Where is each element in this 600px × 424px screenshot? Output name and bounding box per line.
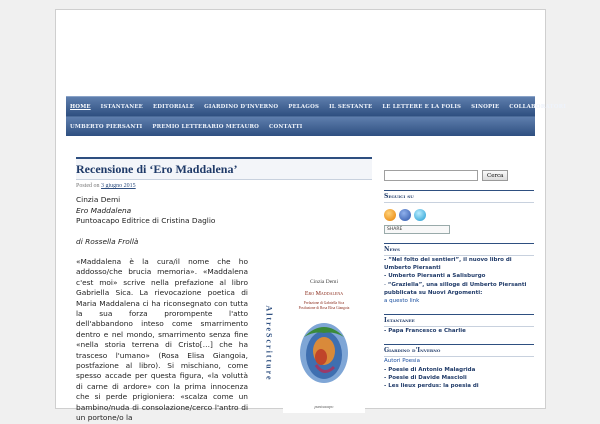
giardino-item[interactable]: - Poesie di Antonio Malagrida — [384, 366, 476, 373]
giardino-sub[interactable]: Autori Poesia — [384, 358, 420, 365]
page-frame — [55, 9, 567, 423]
twitter-icon[interactable] — [414, 209, 426, 221]
sidebar — [384, 157, 534, 390]
news-item[interactable]: - “Nel folto dei sentieri”, il nuovo libro di Umberto Piersanti — [384, 257, 512, 272]
book-image — [261, 275, 369, 415]
nav-giardino[interactable]: GIARDINO D'INVERNO — [204, 103, 279, 110]
book-cover — [283, 275, 365, 413]
search-input[interactable] — [384, 170, 478, 181]
nav-home[interactable]: HOME — [70, 103, 91, 110]
nav-sestante[interactable]: IL SESTANTE — [329, 103, 373, 110]
cover-preface: Prefazione di Gabriella Sica — [303, 301, 345, 305]
cover-author: Cinzia Demi — [310, 279, 338, 285]
share-button[interactable]: SHARE — [384, 225, 450, 234]
rss-icon[interactable] — [384, 209, 396, 221]
nav-pelagos[interactable]: PELAGOS — [288, 103, 320, 110]
giardino-item[interactable]: - Les lieux perdus: la poesia di — [384, 383, 479, 390]
social-icons — [384, 209, 534, 221]
post-date-link[interactable]: 3 giugno 2015 — [101, 183, 136, 189]
book-spine: AltreScritture — [264, 304, 274, 382]
news-link[interactable]: a questo link — [384, 298, 420, 305]
nav-contatti[interactable]: CONTATTI — [269, 123, 303, 130]
secondary-nav — [66, 116, 535, 136]
book-title: Ero Maddalena — [76, 205, 132, 215]
search-button[interactable]: Cerca — [482, 170, 508, 181]
news-heading: News — [384, 243, 534, 256]
nav-sinopie[interactable]: SINOPIE — [471, 103, 500, 110]
cover-artwork — [294, 315, 354, 385]
istantanee-heading: Istantanee — [384, 314, 534, 327]
post-meta — [76, 183, 372, 189]
nav-collaboratori[interactable]: COLLABORATORI — [509, 103, 567, 110]
review-body: «Maddalena è la cura/il nome che ho addosso/che brucia memoria». «Maddalena c'est moi» scrive nella prefazione al libro Gabriella Sica. La rievocazione poetica di Maria Maddalena ci ha riconsegnato con tutta la sua forza prorompente l'atto dell'abbandono inteso come smarrimento dentro e nel mondo, smarrimento senza fine «nella storia terrena di Cristo[…] che ha trasceso l'umano» (Rosa Elisa Giangoia, postfazione al libro). Si mischiano, come spesso accade per questa figura, «la voluttà di carne di ardore» con la prima innocenza che si perde prigioniera: «scalza come un bambino/nuda di consolazione/cerco l'antro di un portone/o la — [76, 257, 248, 423]
news-item: - “Graziella”, una silloge di Umberto Piersanti pubblicata su Nuovi Argomenti: a questo link — [384, 281, 527, 305]
cover-publisher: puntoacapo — [314, 404, 334, 409]
main-content — [76, 157, 372, 423]
nav-piersanti[interactable]: UMBERTO PIERSANTI — [70, 123, 143, 130]
nav-editoriale[interactable]: EDITORIALE — [152, 103, 195, 110]
book-author: Cinzia Demi — [76, 195, 121, 204]
facebook-icon[interactable] — [399, 209, 411, 221]
nav-premio[interactable]: PREMIO LETTERARIO METAURO — [152, 123, 260, 130]
search-form — [384, 170, 534, 181]
main-nav — [66, 96, 567, 116]
giardino-heading: Giardino d'Inverno — [384, 344, 534, 357]
giardino-item[interactable]: - Poesie di Davide Mascioli — [384, 374, 467, 381]
book-publisher: Puntoacapo Editrice di Cristina Daglio — [76, 216, 216, 225]
nav-lettere[interactable]: LE LETTERE E LA FOLIS — [382, 103, 462, 110]
posted-on-label: Posted on — [76, 183, 100, 189]
istantanee-item[interactable]: - Papa Francesco e Charlie — [384, 328, 466, 335]
news-item[interactable]: - Umberto Piersanti a Salisburgo — [384, 273, 486, 280]
cover-postface: Postfazione di Rosa Elisa Giangoia — [298, 306, 350, 310]
review-byline: di Rossella Frollà — [76, 236, 139, 246]
nav-istantanee[interactable]: ISTANTANEE — [100, 103, 143, 110]
cover-title: Ero Maddalena — [304, 291, 344, 297]
follow-heading: Seguici su — [384, 190, 534, 203]
post-title[interactable]: Recensione di ‘Ero Maddalena’ — [76, 157, 372, 180]
